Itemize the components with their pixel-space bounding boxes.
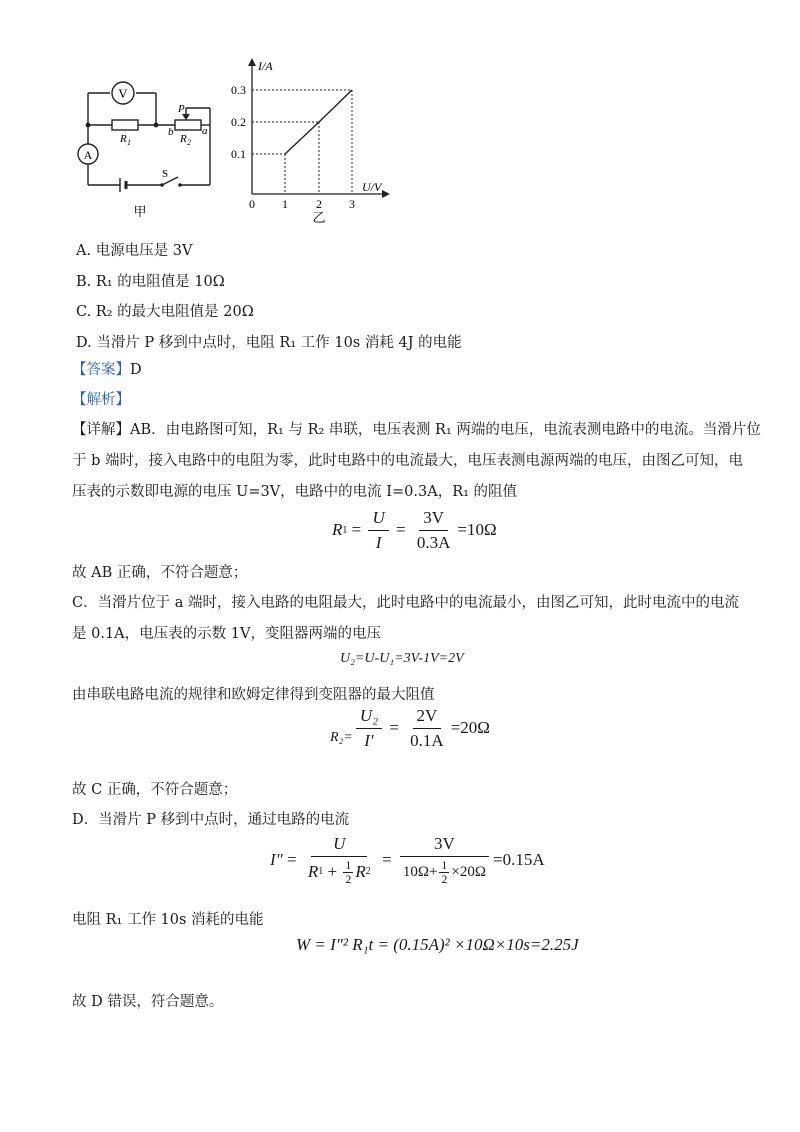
detail-d-line2: 电阻 R₁ 工作 10s 消耗的电能: [72, 912, 264, 928]
formula-r1: R 1 = $\frac{U}{I}$ = $\frac{3V}{0.3A}$ =10Ω: [332, 508, 497, 552]
x-tick: 1: [282, 197, 288, 211]
option-b: B. R₁ 的电阻值是 10Ω: [76, 274, 225, 290]
r1-sub: 1: [127, 138, 131, 147]
detail-d-conclusion: 故 D 错误，符合题意。: [72, 994, 224, 1010]
detail-ab-line2: 于 b 端时，接入电路中的电阻为零，此时电路中的电流最大，电压表测电源两端的电压，由图乙可知，电: [72, 453, 743, 469]
detail-c-conclusion: 故 C 正确，不符合题意；: [72, 782, 238, 798]
detail-d-line1: D．当滑片 P 移到中点时，通过电路的电流: [72, 812, 350, 828]
r1-label: R: [120, 133, 127, 145]
detail-c-line2: 是 0.1A，电压表的示数 1V，变阻器两端的电压: [72, 626, 381, 642]
y-tick: 0.1: [231, 147, 246, 161]
end-b-label: b: [168, 126, 174, 138]
figure-jia-caption: 甲: [133, 204, 147, 219]
formula-r2: R₂= $\frac{\text{U₂}}{I'}$ = $\frac{2V}{0.1A}$ =20Ω: [330, 706, 490, 750]
detail-tag: 【详解】: [72, 422, 130, 438]
detail-c-line3: 由串联电路电流的规律和欧姆定律得到变阻器的最大阻值: [72, 687, 435, 703]
answer-tag: 【答案】: [72, 362, 130, 378]
analysis-tag: 【解析】: [72, 392, 130, 408]
figure-yi-caption: 乙: [312, 210, 326, 224]
switch-label: S: [162, 168, 169, 180]
answer-value: D: [130, 362, 142, 378]
detail-ab-conclusion: 故 AB 正确，不符合题意；: [72, 565, 248, 581]
slider-label: P: [178, 103, 185, 115]
voltmeter-label: V: [118, 86, 128, 101]
x-tick: 3: [349, 197, 355, 211]
x-tick: 0: [249, 197, 255, 211]
r2-label: R: [180, 133, 187, 145]
answer-line: [72, 358, 142, 379]
option-a: A. 电源电压是 3V: [76, 243, 193, 259]
graph-line: [285, 90, 352, 154]
iu-graph: [222, 56, 397, 224]
y-tick: 0.3: [231, 83, 246, 97]
ammeter-label: A: [83, 148, 93, 162]
end-a-label: a: [202, 125, 208, 137]
option-d: D. 当滑片 P 移到中点时，电阻 R₁ 工作 10s 消耗 4J 的电能: [76, 335, 462, 351]
option-c: C. R₂ 的最大电阻值是 20Ω: [76, 304, 254, 320]
y-tick: 0.2: [231, 115, 246, 129]
detail-ab-line1: 【详解】AB．由电路图可知，R₁ 与 R₂ 串联，电压表测 R₁ 两端的电压，电流表测电路中的电流。当滑片位: [72, 422, 761, 438]
x-tick: 2: [316, 197, 322, 211]
formula-u2: U₂=U-U₁=3V-1V=2V: [340, 651, 464, 666]
detail-ab-line3: 压表的示数即电源的电压 U=3V，电路中的电流 I=0.3A，R₁ 的阻值: [72, 484, 518, 500]
r2-sub: 2: [187, 138, 191, 147]
x-axis-label: U/V: [362, 180, 382, 194]
formula-energy: W = I″² R₁t = (0.15A)² ×10Ω×10s=2.25J: [296, 935, 579, 954]
formula-current: I″ = U R 1 + $\frac{1}{2}$ R 2 = 3V 10Ω+ $\frac{1}{2}$ ×20Ω =0.15A: [270, 834, 545, 886]
circuit-diagram: [70, 78, 220, 220]
y-axis-label: I/A: [258, 59, 273, 73]
detail-c-line1: C．当滑片位于 a 端时，接入电路的电阻最大，此时电路中的电流最小，由图乙可知，此时电流中的电流: [72, 595, 739, 611]
